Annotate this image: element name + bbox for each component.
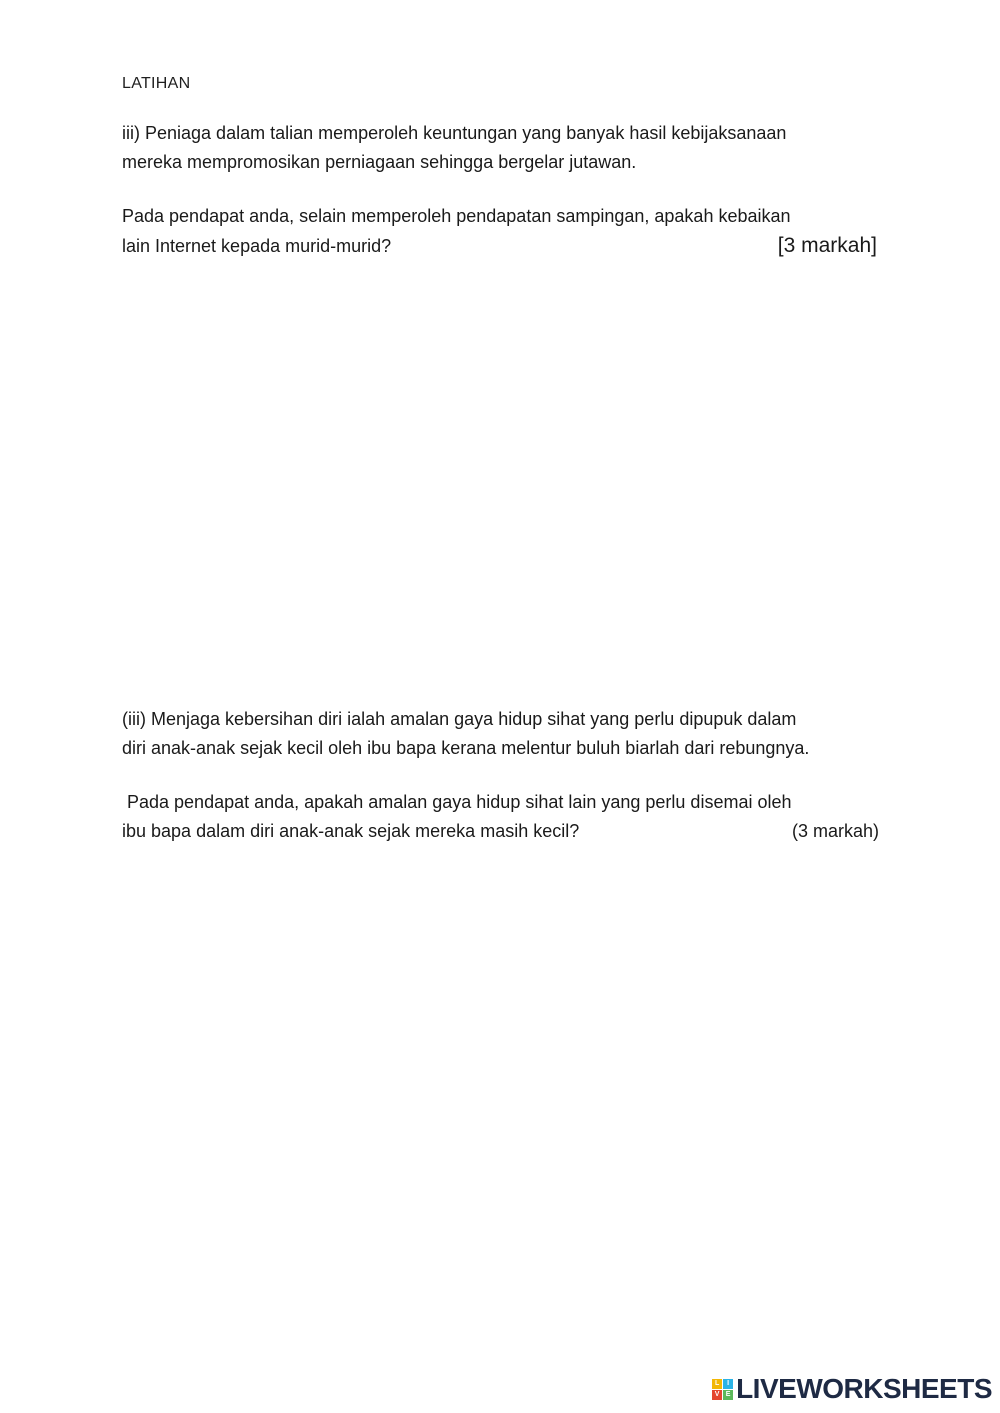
question-2-prompt xyxy=(122,788,879,846)
logo-tile: L xyxy=(712,1379,722,1389)
question-line-with-marks xyxy=(122,817,879,846)
statement-line: diri anak-anak sejak kecil oleh ibu bapa kerana melentur buluh biarlah dari rebungnya. xyxy=(122,738,810,758)
logo-tile: V xyxy=(712,1390,722,1400)
marks-label: (3 markah) xyxy=(791,821,879,841)
liveworksheets-logo xyxy=(712,1374,992,1404)
question-line-with-marks xyxy=(122,231,879,261)
question-line: Pada pendapat anda, apakah amalan gaya hidup sihat lain yang perlu disemai oleh xyxy=(122,792,792,812)
logo-tile: I xyxy=(723,1379,733,1389)
question-line: lain Internet kepada murid-murid? xyxy=(122,236,392,256)
statement-line: iii) Peniaga dalam talian memperoleh keuntungan yang banyak hasil kebijaksanaan xyxy=(122,123,787,143)
logo-mark-icon xyxy=(712,1379,733,1400)
answer-area-1[interactable] xyxy=(122,280,879,680)
question-1-prompt xyxy=(122,202,879,261)
marks-label: [3 markah] xyxy=(777,234,877,257)
question-1-statement xyxy=(122,119,879,177)
question-line: ibu bapa dalam diri anak-anak sejak mereka masih kecil? xyxy=(122,821,580,841)
logo-tile: E xyxy=(723,1390,733,1400)
statement-line: (iii) Menjaga kebersihan diri ialah amalan gaya hidup sihat yang perlu dipupuk dalam xyxy=(122,709,797,729)
logo-text: LIVEWORKSHEETS xyxy=(736,1373,992,1404)
page-heading: LATIHAN xyxy=(122,75,191,92)
answer-area-2[interactable] xyxy=(122,865,879,1305)
statement-line: mereka mempromosikan perniagaan sehingga bergelar jutawan. xyxy=(122,152,637,172)
question-line: Pada pendapat anda, selain memperoleh pendapatan sampingan, apakah kebaikan xyxy=(122,206,791,226)
question-2-statement xyxy=(122,705,879,763)
